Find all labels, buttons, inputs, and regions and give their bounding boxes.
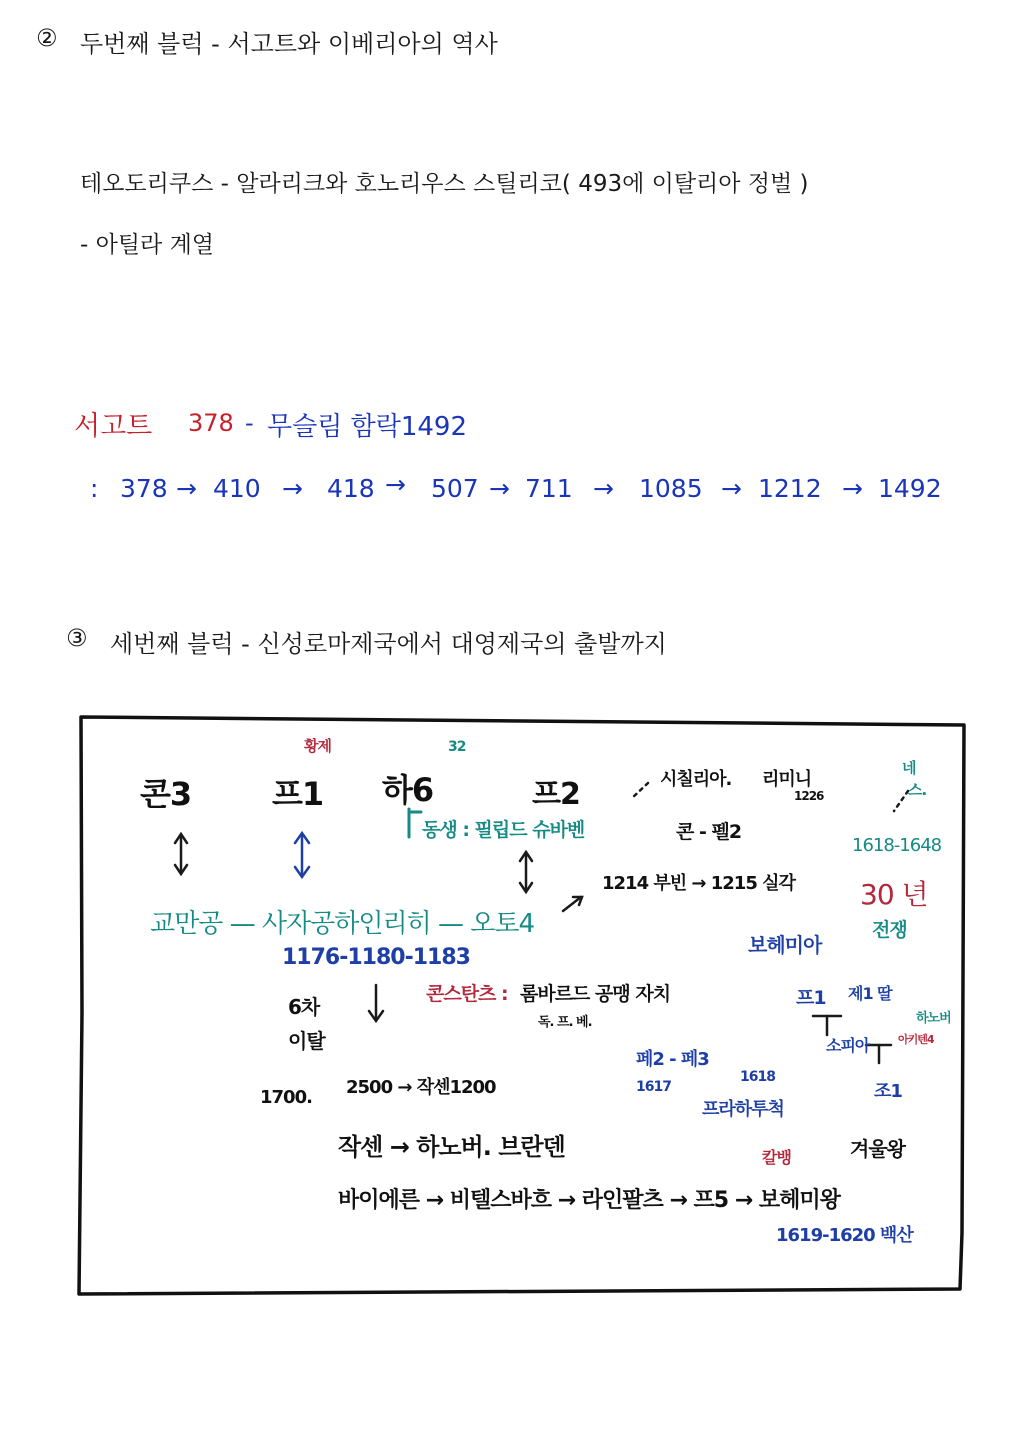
note-ne: 네: [902, 759, 916, 777]
timeline-year: 507: [431, 474, 479, 503]
timeline-year: 1212: [758, 474, 822, 503]
note-bouvines: 1214 부빈 → 1215 실각: [602, 873, 795, 894]
note-fr1: 프1: [272, 775, 324, 813]
note-guelph-chain: 교만공 — 사자공하인리히 — 오토4: [150, 909, 534, 939]
timeline-year: 410: [213, 474, 261, 503]
note-george1: 조1: [874, 1081, 902, 1102]
note-war: 전쟁: [872, 919, 907, 941]
note-bohemia: 보헤미아: [748, 933, 822, 957]
note-winter-king: 겨울왕: [850, 1137, 905, 1161]
note-prague: 프라하투척: [702, 1099, 784, 1120]
timeline-year: 1085: [639, 474, 703, 503]
note-1617: 1617: [636, 1079, 671, 1095]
note-white-mountain: 1619-1620 백산: [776, 1225, 913, 1246]
note-32: 32: [448, 739, 466, 755]
note-1618: 1618: [740, 1069, 775, 1085]
note-s: 스.: [908, 781, 927, 799]
note-aquitaine: 아키텐4: [898, 1033, 934, 1046]
note-constance: 콘스탄츠 :: [426, 983, 508, 1005]
timeline-arrow: →: [385, 470, 406, 499]
note-fr1-right: 프1: [796, 987, 826, 1009]
note-6th-crusade: 6차: [288, 995, 320, 1019]
note-james1-daughter: 제1 딸: [848, 984, 892, 1003]
note-1226: 1226: [794, 789, 824, 803]
note-calvin: 칼뱅: [762, 1148, 791, 1167]
note-brother-philip: 동생 : 필립드 슈바벤: [422, 819, 585, 841]
note-hanover-small: 하노버: [916, 1011, 951, 1026]
visigoth-start-year: 378: [188, 409, 234, 437]
note-years-1176: 1176-1180-1183: [282, 945, 470, 970]
visigoth-timeline: [0, 470, 1018, 508]
visigoth-label: 서고트: [74, 411, 153, 442]
theoderic-line: 테오도리쿠스 - 알라리크와 호노리우스 스틸리코( 493에 이탈리아 정벌 ): [80, 171, 809, 197]
section-3-marker: ③: [66, 624, 88, 652]
timeline-year: 418: [327, 474, 375, 503]
note-saxony-hanover: 작센 → 하노버. 브란덴: [338, 1133, 565, 1161]
note-ha6: 하6: [382, 771, 434, 809]
note-rimini: 리미니: [762, 769, 812, 790]
timeline-arrow: →: [721, 474, 742, 503]
note-emperor: 황제: [304, 737, 331, 755]
attila-line: - 아틸라 계열: [80, 232, 215, 258]
section-2-marker: ②: [36, 24, 58, 52]
note-lombard-league: 롬바르드 공맹 자치: [520, 983, 671, 1005]
note-war-years: 1618-1648: [852, 835, 942, 856]
timeline-year: 1492: [878, 474, 942, 503]
timeline-arrow: →: [842, 474, 863, 503]
visigoth-end: 무슬림 함락1492: [267, 412, 468, 442]
note-ferdinand: 페2 - 페3: [636, 1049, 709, 1070]
note-italy: 이탈: [288, 1029, 325, 1053]
note-sophia: 소피아: [826, 1036, 870, 1055]
timeline-year: 711: [525, 474, 573, 503]
section-2-title: 두번째 블럭 - 서고트와 이베리아의 역사: [80, 30, 498, 58]
note-kon3: 콘3: [140, 775, 192, 813]
timeline-arrow: →: [593, 474, 614, 503]
note-thirty-years: 30 년: [860, 878, 928, 911]
timeline-colon: :: [90, 474, 99, 503]
section-3-title: 세번째 블럭 - 신성로마제국에서 대영제국의 출발까지: [110, 630, 667, 658]
timeline-year: 378: [120, 474, 168, 503]
timeline-arrow: →: [176, 474, 197, 503]
timeline-arrow: →: [489, 474, 510, 503]
note-bavaria-chain: 바이에른 → 비텔스바흐 → 라인팔츠 → 프5 → 보헤미왕: [338, 1188, 840, 1213]
note-1700: 1700.: [260, 1087, 312, 1108]
note-kon-fel2: 콘 - 펠2: [676, 821, 742, 843]
visigoth-dash: -: [245, 409, 254, 437]
note-fr2: 프2: [532, 777, 580, 812]
note-de-fr-be: 독. 프. 베.: [538, 1015, 592, 1030]
whiteboard-notes: [76, 713, 966, 1298]
note-saxony-2500: 2500 → 작센1200: [346, 1077, 496, 1098]
timeline-arrow: →: [282, 474, 303, 503]
note-sicily: 시칠리아.: [660, 769, 732, 790]
